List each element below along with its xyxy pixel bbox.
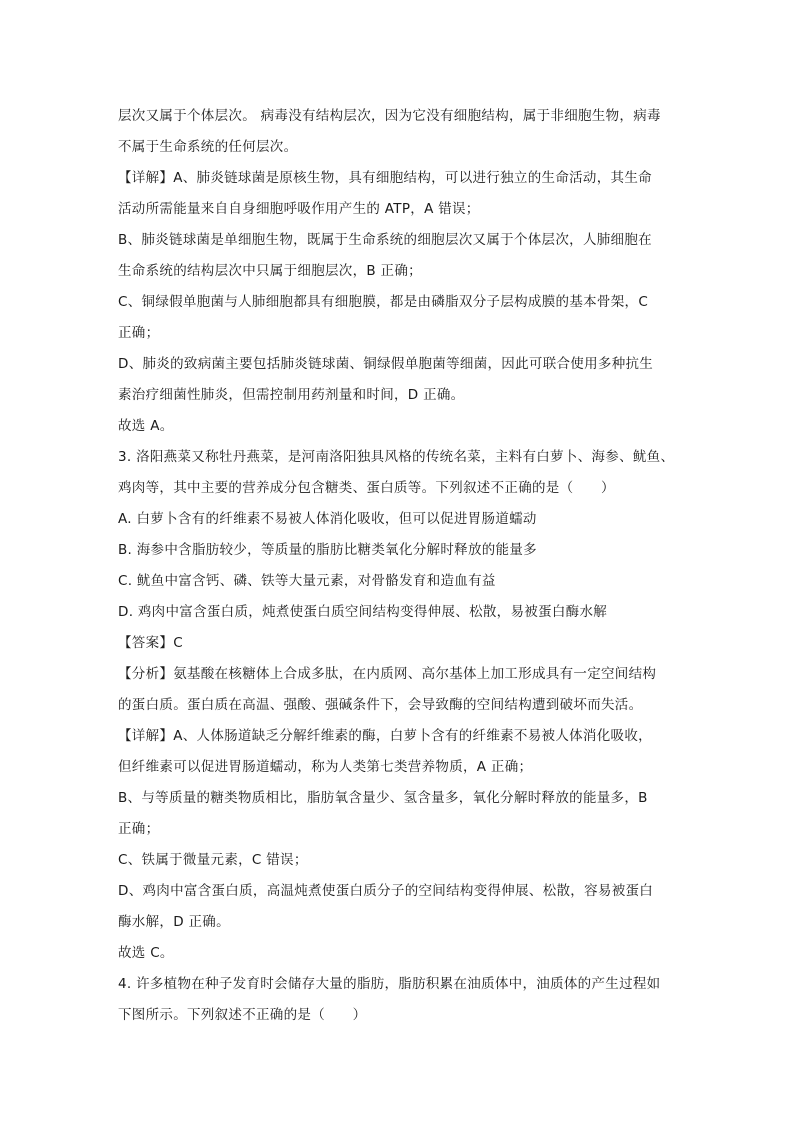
- analysis-line: 【分析】氨基酸在核糖体上合成多肽，在内质网、高尔基体上加工形成具有一定空间结构: [118, 666, 657, 682]
- text-line: 但纤维素可以促进胃肠道蠕动，称为人类第七类营养物质，A 正确；: [118, 759, 533, 775]
- question-3-stem: 鸡肉等，其中主要的营养成分包含糖类、蛋白质等。下列叙述不正确的是（ ）: [118, 480, 615, 496]
- text-line: 层次又属于个体层次。 病毒没有结构层次，因为它没有细胞结构，属于非细胞生物，病毒: [118, 108, 661, 124]
- text-line: B、与等质量的糖类物质相比，脂肪氧含量少、氢含量多，氧化分解时释放的能量多，B: [118, 790, 648, 806]
- text-line: 正确；: [118, 821, 160, 837]
- document-body: [118, 101, 688, 1031]
- text-line: 活动所需能量来自自身细胞呼吸作用产生的 ATP，A 错误；: [118, 201, 480, 217]
- answer-line: 【答案】C: [118, 635, 183, 651]
- explanation-heading-line: 【详解】A、肺炎链球菌是原核生物，具有细胞结构，可以进行独立的生命活动，其生命: [118, 170, 652, 186]
- text-line: B、肺炎链球菌是单细胞生物，既属于生命系统的细胞层次又属于个体层次，人肺细胞在: [118, 232, 652, 248]
- option-c: C. 鱿鱼中富含钙、磷、铁等大量元素，对骨骼发育和造血有益: [118, 573, 496, 589]
- text-line: 不属于生命系统的任何层次。: [118, 139, 298, 155]
- text-line: C、铁属于微量元素，C 错误；: [118, 852, 308, 868]
- text-line: 素治疗细菌性肺炎，但需控制用药剂量和时间，D 正确。: [118, 387, 465, 403]
- question-3-stem: 3. 洛阳燕菜又称牡丹燕菜，是河南洛阳独具风格的传统名菜，主料有白萝卜、海参、鱿鱼、: [118, 449, 675, 465]
- answer-choice-line: 故选 C。: [118, 945, 174, 961]
- explanation-heading-line: 【详解】A、人体肠道缺乏分解纤维素的酶，白萝卜含有的纤维素不易被人体消化吸收，: [118, 728, 652, 744]
- answer-choice-line: 故选 A。: [118, 418, 174, 434]
- option-b: B. 海参中含脂肪较少，等质量的脂肪比糖类氧化分解时释放的能量多: [118, 542, 537, 558]
- option-a: A. 白萝卜含有的纤维素不易被人体消化吸收，但可以促进胃肠道蠕动: [118, 511, 537, 527]
- text-line: 酶水解，D 正确。: [118, 914, 230, 930]
- text-line: C、铜绿假单胞菌与人肺细胞都具有细胞膜，都是由磷脂双分子层构成膜的基本骨架，C: [118, 294, 649, 310]
- text-line: D、肺炎的致病菌主要包括肺炎链球菌、铜绿假单胞菌等细菌，因此可联合使用多种抗生: [118, 356, 654, 372]
- text-line: 的蛋白质。蛋白质在高温、强酸、强碱条件下，会导致酶的空间结构遭到破坏而失活。: [118, 697, 643, 713]
- text-line: 生命系统的结构层次中只属于细胞层次，B 正确；: [118, 263, 422, 279]
- question-4-stem: 4. 许多植物在种子发育时会储存大量的脂肪，脂肪积累在油质体中，油质体的产生过程如: [118, 976, 661, 992]
- option-d: D. 鸡肉中富含蛋白质，炖煮使蛋白质空间结构变得伸展、松散，易被蛋白酶水解: [118, 604, 608, 620]
- text-line: D、鸡肉中富含蛋白质，高温炖煮使蛋白质分子的空间结构变得伸展、松散，容易被蛋白: [118, 883, 654, 899]
- text-line: 正确；: [118, 325, 160, 341]
- question-4-stem: 下图所示。下列叙述不正确的是（ ）: [118, 1007, 367, 1023]
